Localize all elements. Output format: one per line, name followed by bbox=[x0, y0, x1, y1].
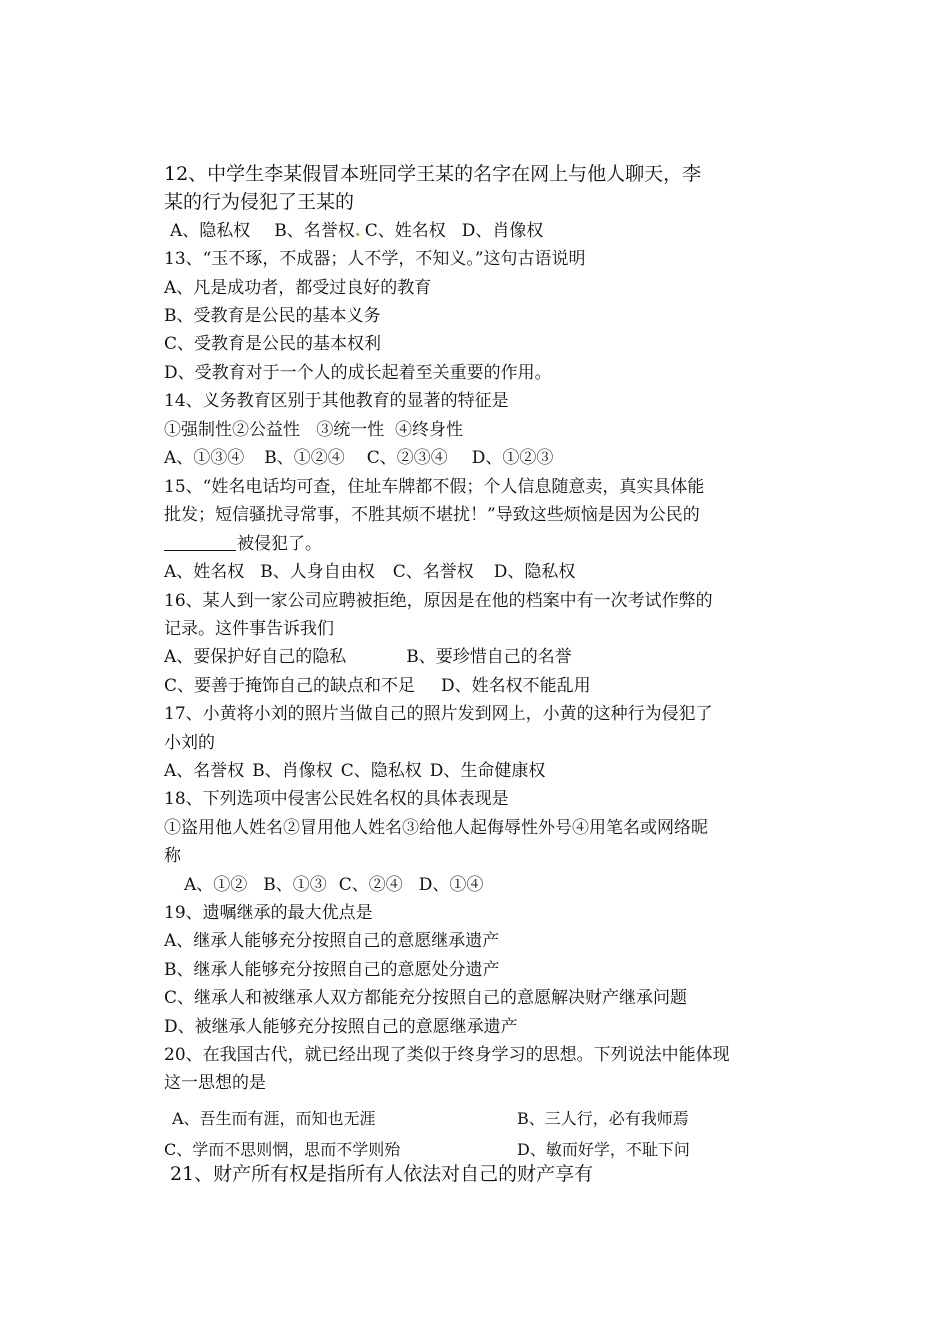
q16-options-row1 bbox=[164, 647, 572, 667]
q16-option-d: D、姓名权不能乱用 bbox=[441, 676, 591, 696]
q18-option-a: A、①② bbox=[184, 875, 248, 895]
q16-option-a: A、要保护好自己的隐私 bbox=[164, 647, 347, 667]
q13-option-d: D、受教育对于一个人的成长起着至关重要的作用。 bbox=[164, 363, 552, 383]
q17-stem-line2: 小刘的 bbox=[164, 733, 215, 753]
q15-option-b: B、人身自由权 bbox=[260, 562, 375, 582]
q14-items: ①强制性②公益性 ③统一性 ④终身性 bbox=[164, 420, 464, 440]
q14-option-a: A、①③④ bbox=[164, 448, 245, 468]
marker-dot: . bbox=[354, 221, 361, 241]
q18-items-line1: ①盗用他人姓名②冒用他人姓名③给他人起侮辱性外号④用笔名或网络昵 bbox=[164, 818, 708, 838]
q15-stem-line3-text: 被侵犯了。 bbox=[237, 534, 322, 554]
q17-option-d: D、生命健康权 bbox=[429, 761, 546, 781]
q14-stem: 14、义务教育区别于其他教育的显著的特征是 bbox=[164, 391, 509, 411]
q20-option-d: D、敏而好学，不耻下问 bbox=[517, 1140, 690, 1159]
q15-option-c: C、名誉权 bbox=[392, 562, 474, 582]
q18-options bbox=[184, 875, 483, 895]
q15-stem-line1: 15、“姓名电话均可查，住址车牌都不假；个人信息随意卖，真实具体能 bbox=[164, 477, 705, 497]
q12-stem-line2: 某的行为侵犯了王某的 bbox=[164, 191, 355, 213]
q20-option-b: B、三人行，必有我师焉 bbox=[517, 1109, 689, 1128]
q16-option-b: B、要珍惜自己的名誉 bbox=[406, 647, 572, 667]
q20-stem-line1: 20、在我国古代，就已经出现了类似于终身学习的思想。下列说法中能体现 bbox=[164, 1045, 730, 1065]
q18-option-b: B、①③ bbox=[263, 875, 327, 895]
q12-option-d: D、肖像权 bbox=[461, 221, 544, 241]
q15-stem-line2: 批发；短信骚扰寻常事，不胜其烦不堪扰！”导致这些烦恼是因为公民的 bbox=[164, 505, 700, 525]
q13-option-a: A、凡是成功者，都受过良好的教育 bbox=[164, 278, 432, 298]
q17-options bbox=[164, 761, 545, 781]
q21-stem: 21、财产所有权是指所有人依法对自己的财产享有 bbox=[170, 1163, 594, 1185]
q15-option-a: A、姓名权 bbox=[164, 562, 245, 582]
q14-option-b: B、①②④ bbox=[264, 448, 345, 468]
q12-options bbox=[170, 221, 543, 241]
q16-stem-line2: 记录。这件事告诉我们 bbox=[164, 619, 334, 639]
q18-stem: 18、下列选项中侵害公民姓名权的具体表现是 bbox=[164, 789, 509, 809]
q17-option-c: C、隐私权 bbox=[340, 761, 422, 781]
q18-items-line2: 称 bbox=[164, 846, 181, 866]
q19-option-d: D、被继承人能够充分按照自己的意愿继承遗产 bbox=[164, 1017, 518, 1037]
q14-option-c: C、②③④ bbox=[366, 448, 448, 468]
q17-stem-line1: 17、小黄将小刘的照片当做自己的照片发到网上，小黄的这种行为侵犯了 bbox=[164, 704, 713, 724]
answer-blank bbox=[164, 534, 236, 551]
q13-option-b: B、受教育是公民的基本义务 bbox=[164, 306, 381, 326]
q19-stem: 19、遗嘱继承的最大优点是 bbox=[164, 903, 373, 923]
q14-options bbox=[164, 448, 553, 468]
q12-option-b: B、名誉权 bbox=[274, 221, 355, 241]
q14-option-d: D、①②③ bbox=[471, 448, 554, 468]
q15-option-d: D、隐私权 bbox=[493, 562, 576, 582]
q12-stem-line1: 12、中学生李某假冒本班同学王某的名字在网上与他人聊天，李 bbox=[164, 163, 702, 185]
q20-option-c: C、学而不思则惘，思而不学则殆 bbox=[164, 1140, 401, 1159]
q16-stem-line1: 16、某人到一家公司应聘被拒绝，原因是在他的档案中有一次考试作弊的 bbox=[164, 591, 713, 611]
q16-options-row2 bbox=[164, 676, 591, 696]
q13-option-c: C、受教育是公民的基本权利 bbox=[164, 334, 382, 354]
q13-stem: 13、“玉不琢，不成器；人不学，不知义。”这句古语说明 bbox=[164, 249, 586, 269]
q15-stem-line3 bbox=[164, 534, 322, 554]
q18-option-d: D、①④ bbox=[418, 875, 484, 895]
q15-options bbox=[164, 562, 575, 582]
q17-option-b: B、肖像权 bbox=[252, 761, 333, 781]
q19-option-a: A、继承人能够充分按照自己的意愿继承遗产 bbox=[164, 931, 500, 951]
q12-option-c: C、姓名权 bbox=[364, 221, 446, 241]
q12-option-a: A、隐私权 bbox=[170, 221, 251, 241]
q18-option-c: C、②④ bbox=[338, 875, 403, 895]
q19-option-c: C、继承人和被继承人双方都能充分按照自己的意愿解决财产继承问题 bbox=[164, 988, 688, 1008]
q17-option-a: A、名誉权 bbox=[164, 761, 245, 781]
q19-option-b: B、继承人能够充分按照自己的意愿处分遗产 bbox=[164, 960, 500, 980]
q20-option-a: A、吾生而有涯，而知也无涯 bbox=[172, 1109, 376, 1128]
q16-option-c: C、要善于掩饰自己的缺点和不足 bbox=[164, 676, 416, 696]
q20-stem-line2: 这一思想的是 bbox=[164, 1073, 266, 1093]
